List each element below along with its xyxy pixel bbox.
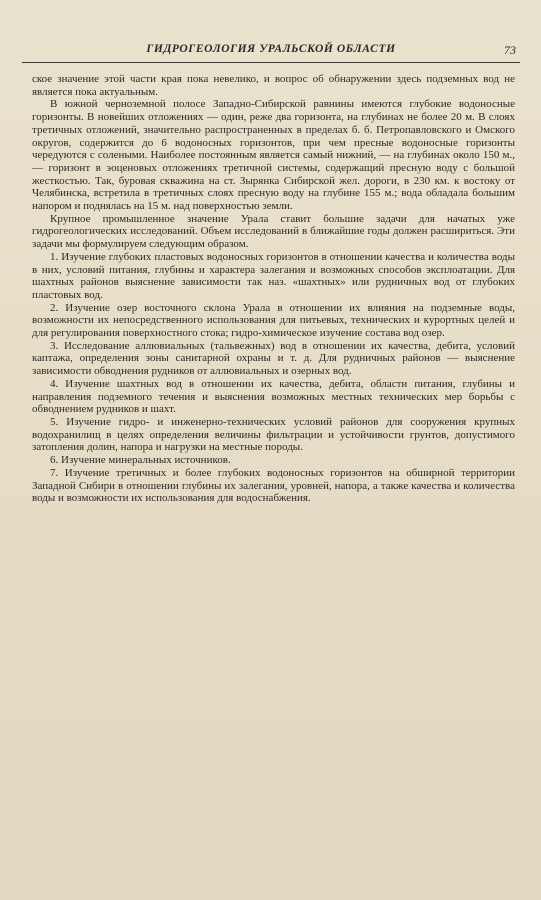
list-item-1: 1. Изучение глубоких пластовых водоносных горизонтов в отношении качества и количества воды в них, условий питания, глубины и характера залегания и возможных способов эксплоатации. Для шахтных районов выяснение зависимости так наз. «шахтных» или рудничных вод от глубоких пластовых вод. [32, 250, 515, 301]
page-number: 73 [504, 43, 516, 57]
list-item-2: 2. Изучение озер восточного склона Урала в отношении их влияния на подземные воды, возможности их непосредственного использования для питьевых, технических и курортных целей и для регулирования поверхностного стока; гидро-химическое изучение состава вод озер. [32, 301, 515, 340]
body-text [32, 73, 515, 505]
paragraph: В южной черноземной полосе Западно-Сибирской равнины имеются глубокие водоносные горизонты. В новейших отложениях — один, реже два горизонта, на глубинах не более 20 м. В слоях третичных отложений, значительно распространенных в пределах б. б. Петропавловского и Омского округов, содержится до 6 водоносных горизонтов, при чем пресные водоносные горизонты чередуются с солеными. Наиболее постоянным является самый нижний, — на глубинах около 150 м., — горизонт в эоценовых отложениях третичной системы, содержащий пресную воду с большой жесткостью. Так, буровая скважина на ст. Зырянка Сибирской жел. дороги, в 230 км. к востоку от Челябинска, встретила в третичных слоях пресную воду на глубине 155 м.; вода обладала большим напором и поднялась на 15 м. над поверхностью земли. [32, 98, 515, 213]
paragraph: Крупное промышленное значение Урала ставит большие задачи для начатых уже гидрогеологических исследований. Объем исследований в ближайшие годы должен расшириться. Эти задачи мы формулируем следующим образом. [32, 212, 515, 251]
list-item-5: 5. Изучение гидро- и инженерно-технических условий районов для сооружения крупных водохранилищ в целях определения величины фильтрации и устойчивости грунтов, допустимого затопления долин, напора и нагрузки на местные породы. [32, 415, 515, 454]
list-item-6: 6. Изучение минеральных источников. [50, 454, 231, 467]
page-header [22, 34, 520, 63]
list-item-7: 7. Изучение третичных и более глубоких водоносных горизонтов на обширной территории Западной Сибири в отношении глубины их залегания, уровней, напора, а также качества и количества воды и возможности их использования для водоснабжения. [32, 466, 515, 505]
list-item-3: 3. Исследование аллювиальных (тальвежных) вод в отношении их качества, дебита, условий каптажа, определения зоны санитарной охраны и т. д. Для рудничных районов — выяснение зависимости обводнения рудников от аллювиальных и озерных вод. [32, 339, 515, 378]
running-title: ГИДРОГЕОЛОГИЯ УРАЛЬСКОЙ ОБЛАСТИ [146, 43, 396, 55]
paragraph: ское значение этой части края пока невелико, и вопрос об обнаружении здесь подземных вод не является пока актуальным. [32, 73, 515, 98]
list-item-4: 4. Изучение шахтных вод в отношении их качества, дебита, области питания, глубины и направления подземного течения и выяснения возможных местных технических мер борьбы с обводнением рудников и шахт. [32, 377, 515, 416]
